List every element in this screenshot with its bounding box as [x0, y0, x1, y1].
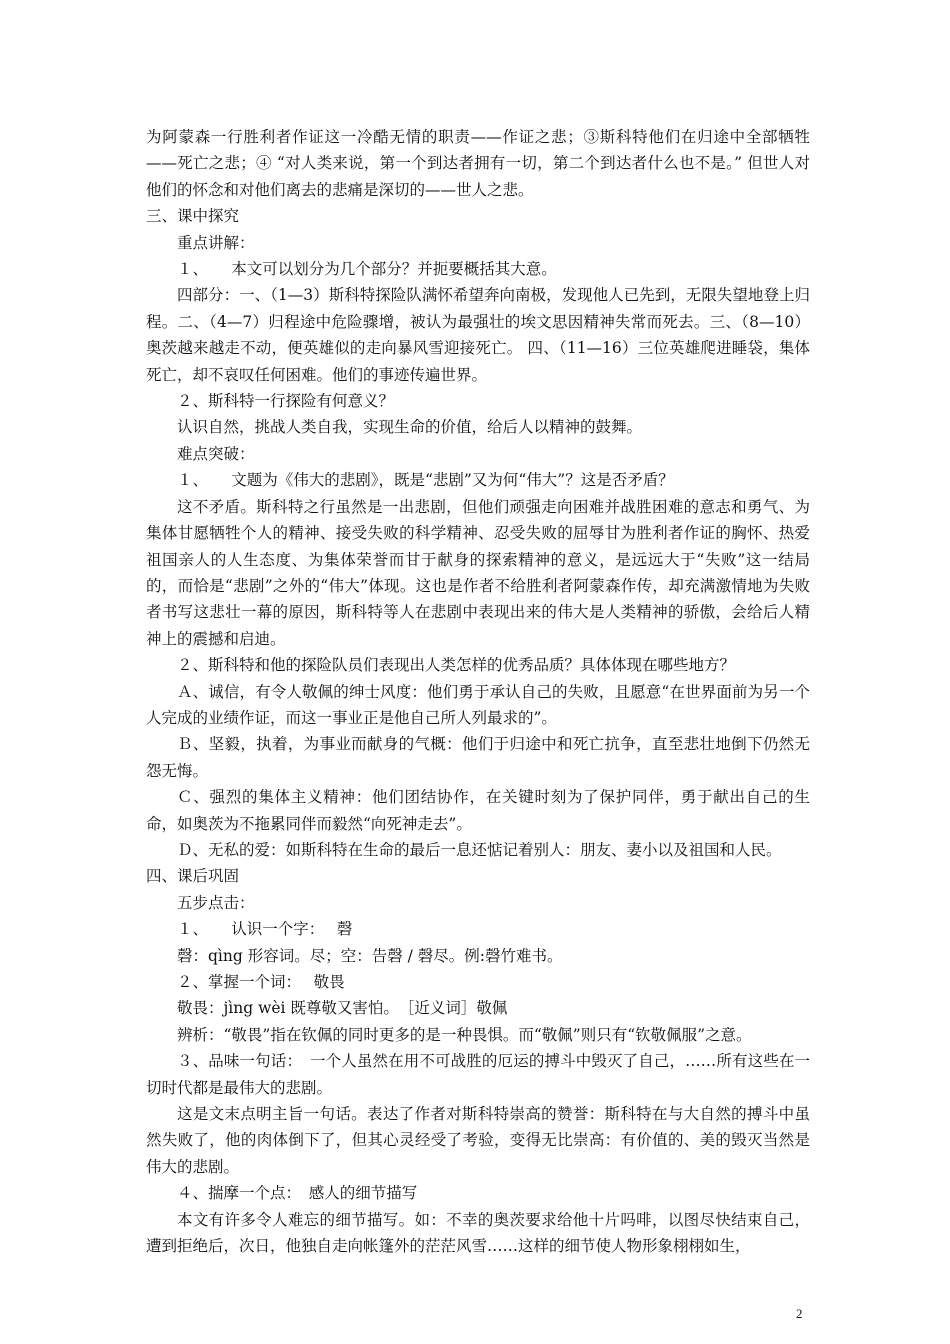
section-heading-after-class: 四、课后巩固 — [146, 867, 240, 886]
document-body — [146, 124, 810, 1259]
step-2-analysis: 辨析：“敬畏”指在钦佩的同时更多的是一种畏惧。而“敬佩”则只有“钦敬佩服”之意。 — [177, 1025, 752, 1044]
section-heading-in-class: 三、课中探究 — [146, 207, 240, 226]
difficulty-question-1: １、 文题为《伟大的悲剧》，既是“悲剧”又为何“伟大”？这是否矛盾？ — [177, 471, 674, 490]
difficulty-answer-1: 这不矛盾。斯科特之行虽然是一出悲剧，但他们顽强走向困难并战胜困难的意志和勇气、为集体甘愿牺牲个人的精神、接受失败的科学精神、忍受失败的屈辱甘为胜利者作证的胸怀、热爱祖国亲人的人生态度、为集体荣誉而甘于献身的探索精神的意义，是远远大于“失败”这一结局的，而恰是“悲剧”之外的“伟大”体现。这也是作者不给胜利者阿蒙森作传，却充满激情地为失败者书写这悲壮一幕的原因，斯科特等人在悲剧中表现出来的伟大是人类精神的骄傲，会给后人精神上的震撼和启迪。 — [146, 497, 810, 648]
step-2-text: 敬畏：jìng wèi 既尊敬又害怕。 ［近义词］敬佩 — [177, 999, 508, 1018]
step-2-title: ２、掌握一个词： 敬畏 — [177, 973, 345, 991]
answer-2: 认识自然，挑战人类自我，实现生命的价值，给后人以精神的鼓舞。 — [177, 418, 643, 437]
subheading-five-steps: 五步点击： — [177, 893, 255, 912]
question-2: ２、斯科特一行探险有何意义？ — [177, 392, 395, 411]
paragraph-tragedy-summary: 为阿蒙森一行胜利者作证这一冷酷无情的职责——作证之悲；③斯科特他们在归途中全部牺牲——死亡之悲；④ “对人类来说，第一个到达者拥有一切，第二个到达者什么也不是。” 但世人对他们的怀念和对他们离去的悲痛是深切的——世人之悲。 — [146, 128, 810, 199]
step-1-text: 磬：qìng 形容词。尽；空：告磬 / 磬尽。例:磬竹难书。 — [177, 946, 563, 965]
step-3-text: 这是文末点明主旨一句话。表达了作者对斯科特崇高的赞誉：斯科特在与大自然的搏斗中虽然失败了，他的肉体倒下了，但其心灵经受了考验，变得无比崇高：有价值的、美的毁灭当然是伟大的悲剧。 — [146, 1105, 810, 1176]
question-1: １、 本文可以划分为几个部分？并扼要概括其大意。 — [177, 260, 557, 279]
subheading-focus: 重点讲解： — [177, 233, 255, 252]
page-number: 2 — [796, 1306, 803, 1321]
quality-a: Ａ、诚信，有令人敬佩的绅士风度：他们勇于承认自己的失败，且愿意“在世界面前为另一个人完成的业绩作证，而这一事业正是他自己所人列最求的”。 — [146, 682, 810, 727]
quality-b: Ｂ、坚毅，执着，为事业而献身的气概：他们于归途中和死亡抗争，直至悲壮地倒下仍然无怨无悔。 — [146, 735, 810, 780]
subheading-difficulty: 难点突破： — [177, 444, 255, 463]
answer-1: 四部分：一、（1—3）斯科特探险队满怀希望奔向南极，发现他人已先到，无限失望地登上归程。二、（4—7）归程途中危险骤增，被认为最强壮的埃文思因精神失常而死去。三、（8—10）奥茨越来越走不动，便英雄似的走向暴风雪迎接死亡。 四、（11—16）三位英雄爬进睡袋，集体死亡，却不哀叹任何困难。他们的事迹传遍世界。 — [146, 286, 810, 384]
difficulty-question-2: ２、斯科特和他的探险队员们表现出人类怎样的优秀品质？具体体现在哪些地方？ — [177, 656, 736, 675]
step-4-text: 本文有许多令人难忘的细节描写。如：不幸的奥茨要求给他十片吗啡，以图尽快结束自己，遭到拒绝后，次日，他独自走向帐篷外的茫茫风雪……这样的细节使人物形象栩栩如生， — [146, 1210, 810, 1256]
step-4-title: ４、揣摩一个点： 感人的细节描写 — [177, 1184, 418, 1203]
step-1-title: １、 认识一个字： 磬 — [177, 920, 353, 939]
quality-d: Ｄ、无私的爱：如斯科特在生命的最后一息还惦记着别人：朋友、妻小以及祖国和人民。 — [177, 840, 782, 859]
step-3-title: ３、品味一句话： 一个人虽然在用不可战胜的厄运的搏斗中毁灭了自己，……所有这些在一切时代都是最伟大的悲剧。 — [146, 1052, 810, 1097]
quality-c: Ｃ、强烈的集体主义精神：他们团结协作，在关键时刻为了保护同伴，勇于献出自己的生命，如奥茨为不拖累同伴而毅然“向死神走去”。 — [146, 788, 810, 833]
